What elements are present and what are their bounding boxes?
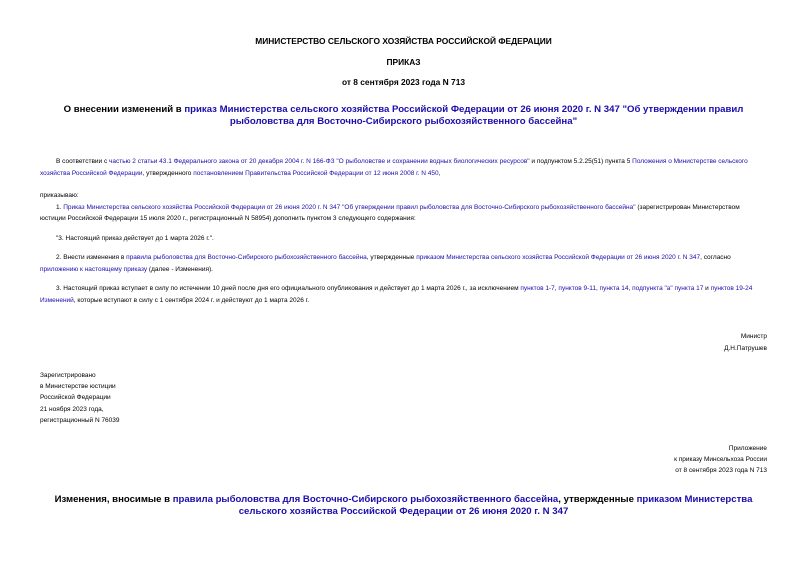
signature-name: Д.Н.Патрушев: [724, 344, 767, 352]
order-347-link[interactable]: приказом Министерства сельского хозяйства Российской Федерации от 26 июня 2020 г. N 347: [416, 254, 701, 261]
subpoint-17a-link[interactable]: подпункта "а" пункта 17: [632, 285, 704, 292]
registration-block: [40, 370, 240, 426]
signature-position: Министр: [740, 333, 767, 340]
registration-line: Зарегистрировано: [40, 372, 96, 379]
appendix-line: Приложение: [728, 445, 767, 452]
item-text: ,: [554, 285, 559, 292]
law-link[interactable]: частью 2 статьи 43.1 Федерального закона от 20 декабря 2004 г. N 166-ФЗ "О рыболовстве и сохранении водных биологических ресурсов": [109, 158, 530, 165]
points-9-11-link[interactable]: пунктов 9-11: [558, 285, 597, 292]
item-text: (далее - Изменения).: [147, 265, 213, 273]
point-14-link[interactable]: пункта 14: [599, 285, 629, 292]
order-347-link[interactable]: Приказ Министерства сельского хозяйства Российской Федерации от 26 июня 2020 г. N 347 "Об утверждении правил рыболовства для Восточно-Сибирского рыбохозяйственного бассейна": [63, 203, 636, 211]
item-text: , которые вступают в силу с 1 сентября 2024 г. и действуют до 1 марта 2026 г.: [73, 296, 310, 304]
quote-paragraph: "3. Настоящий приказ действует до 1 марта 2026 г.".: [56, 234, 214, 242]
regulation-link[interactable]: Положения о Министерстве сельского хозяйства Российской Федерации: [40, 158, 748, 177]
changes-title-text: , утвержденные: [558, 494, 637, 505]
signature-block: [724, 331, 767, 354]
ministry-heading: МИНИСТЕРСТВО СЕЛЬСКОГО ХОЗЯЙСТВА РОССИЙСКОЙ ФЕДЕРАЦИИ: [255, 36, 552, 46]
item-text: 3. Настоящий приказ вступает в силу по истечении 10 дней после дня его официального опубликования и действует до 1 марта 2026 г., за исключением: [56, 285, 521, 292]
registration-line: в Министерстве юстиции: [40, 383, 116, 391]
registration-line: Российской Федерации: [40, 394, 111, 402]
fishing-rules-link[interactable]: правила рыболовства для Восточно-Сибирского рыбохозяйственного бассейна: [126, 254, 367, 261]
item-2-paragraph: [40, 252, 767, 275]
appendix-line: от 8 сентября 2023 года N 713: [675, 467, 767, 475]
item-text: 2. Внести изменения в: [56, 254, 127, 261]
item-text: ,: [628, 285, 633, 292]
item-3-paragraph: [40, 283, 767, 306]
preamble-paragraph: [40, 156, 767, 179]
appendix-line: к приказу Минсельхоза России: [674, 456, 767, 464]
doc-date-number: от 8 сентября 2023 года N 713: [341, 77, 466, 87]
changes-title-text: Изменения, вносимые в: [54, 494, 173, 505]
appendix-block: [674, 443, 767, 477]
title-prefix: О внесении изменений в: [63, 104, 185, 115]
points-19-24-link[interactable]: пунктов 19-24 Изменений: [40, 285, 753, 304]
registration-line: 21 ноября 2023 года,: [40, 405, 104, 413]
item-text: , согласно: [700, 254, 731, 261]
preamble-text: ,: [438, 169, 441, 177]
preamble-text: и подпунктом 5.2.25(51) пункта 5: [529, 158, 633, 165]
document-title: [40, 104, 767, 128]
order-word: приказываю:: [40, 192, 79, 199]
item-text: 1.: [56, 203, 64, 211]
fishing-rules-link[interactable]: правила рыболовства для Восточно-Сибирского рыбохозяйственного бассейна: [172, 494, 559, 505]
preamble-text: , утвержденного: [142, 169, 194, 177]
item-text: и: [703, 285, 711, 292]
appendix-link[interactable]: приложению к настоящему приказу: [40, 265, 148, 273]
item-1-paragraph: [40, 202, 767, 225]
government-decree-link[interactable]: постановлением Правительства Российской Федерации от 12 июня 2008 г. N 450: [193, 169, 439, 177]
main-text: [40, 156, 767, 306]
preamble-text: В соответствии с: [56, 158, 110, 165]
order-347-link[interactable]: приказом Министерства сельского хозяйства Российской Федерации от 26 июня 2020 г. N 347: [238, 494, 753, 517]
points-1-7-link[interactable]: пунктов 1-7: [520, 285, 555, 292]
doc-type-heading: ПРИКАЗ: [386, 57, 421, 67]
item-text: (зарегистрирован Министерством юстиции Российской Федерации 15 июля 2020 г., регистрационный N 58954) дополнить пунктом 3 следующего содержания:: [40, 203, 740, 222]
registration-line: регистрационный N 76039: [40, 416, 120, 424]
item-text: ,: [596, 285, 600, 292]
item-text: , утвержденные: [366, 254, 417, 261]
changes-title: [40, 494, 767, 518]
title-order-link[interactable]: приказ Министерства сельского хозяйства Российской Федерации от 26 июня 2020 г. N 347 "Об утверждении правил рыболовства для Восточно-Сибирского рыбохозяйственного бассейна": [184, 104, 744, 127]
